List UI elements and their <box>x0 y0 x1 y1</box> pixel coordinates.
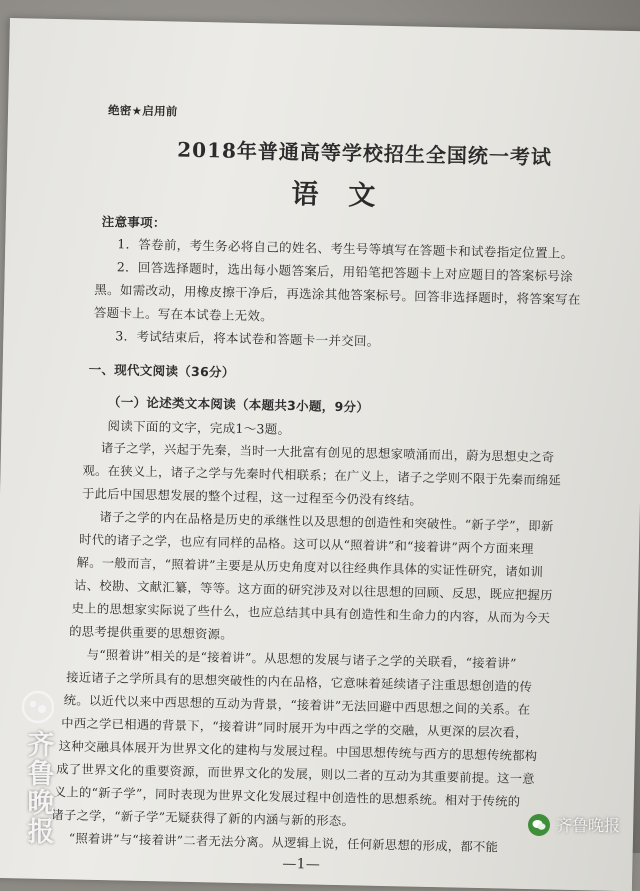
passage-line: 的思考提供重要的思想资源。 <box>69 624 234 642</box>
passage-line: 诸子之学的内在品格是历史的承继性以及思想的创造性和突破性。“新子学”，即新 <box>99 509 554 534</box>
newspaper-logo-icon <box>21 690 55 724</box>
note-line: 2．回答选择题时，选出每小题答案后，用铅笔把答题卡上对应题目的答案标号涂 <box>116 259 574 284</box>
note-line: 3．考试结束后，将本试卷和答题卡一并交回。 <box>115 328 380 349</box>
passage-line: “照着讲”与“接着讲”二者无法分离。从逻辑上说，任何新思想的形成，都不能 <box>68 831 499 855</box>
passage-line: 中西之学已相遇的背景下，“接着讲”同时展开为中西之学的交融，从更深的层次看， <box>61 716 528 740</box>
watermark-left <box>18 690 58 846</box>
passage-line: 这种交融具体展开为世界文化的建构与发展过程。中国思想传统与西方的思想传统都构 <box>58 739 538 764</box>
passage-line: 时代的诸子之学，也应有同样的品格。这可以从“照着讲”和“接着讲”两个方面来理 <box>78 532 534 557</box>
passage-line: 诸子之学，“新子学”无疑获得了新的内涵与新的形态。 <box>51 808 355 829</box>
passage-line: 观。在狭义上，诸子之学与先秦时代相联系；在广义上，诸子之学则不限于先秦而绵延 <box>82 463 562 488</box>
note-line: 黑。如需改动，用橡皮擦干净后，再选涂其他答案标号。回答非选择题时，将答案写在 <box>94 281 581 308</box>
passage-line: 于此后中国思想发展的整个过程，这一过程至今仍没有终结。 <box>81 486 423 508</box>
page-number: —1— <box>282 855 321 873</box>
subsection-heading: （一）论述类文本阅读（本题共3小题，9分） <box>107 394 370 415</box>
passage-line: 诂、校勘、文献汇纂，等等。这方面的研究涉及对以往思想的回顾、反思，既应把握历 <box>73 578 553 603</box>
passage-line: 接近诸子之学所具有的思想突破性的内在品格，它意味着延续诸子注重思想创造的传 <box>66 670 533 695</box>
passage-line: 与“照着讲”相关的是“接着讲”。从思想的发展与诸子之学的关联看，“接着讲” <box>86 647 517 671</box>
watermark-right-text: 齐鲁晚报 <box>556 816 621 835</box>
exam-paper <box>0 18 640 891</box>
passage-line: 史上的思想家实际说了些什么，也应总结其中具有创造性和生命力的内容，从而为今天 <box>71 601 551 626</box>
watermark-left-text: 齐鲁晚报 <box>22 730 54 846</box>
reading-instruction: 阅读下面的文字，完成1～3题。 <box>107 418 291 437</box>
passage-line: 成了世界文化的重要资源，而世界文化的发展，则以二者的互动为其重要前提。这一意 <box>56 762 536 787</box>
section-heading: 一、现代文阅读（36分） <box>88 361 235 380</box>
note-line: 1．答卷前，考生务必将自己的姓名、考生号等填写在答题卡和试卷指定位置上。 <box>117 236 574 261</box>
note-line: 答题卡上。写在本试卷上无效。 <box>93 304 274 324</box>
passage-line: 义上的“新子学”，同时表现为世界文化发展过程中创造性的思想系统。相对于传统的 <box>53 785 521 809</box>
passage-line: 诸子之学，兴起于先秦，当时一大批富有创见的思想家喷涌而出，蔚为思想史之奇 <box>100 441 555 465</box>
passage-line: 解。一般而言，“照着讲”主要是从历史角度对以往经典作具体的实证性研究，诸如训 <box>76 555 544 580</box>
watermark-right <box>528 813 620 836</box>
passage-line: 统。以近代以来中西思想的互动为背景，“接着讲”无法回避中西思想之间的关系。在 <box>63 693 531 718</box>
subject-title: 语文 <box>291 178 406 213</box>
exam-title: 2018年普通高等学校招生全国统一考试 <box>177 137 553 170</box>
wechat-logo-icon <box>528 814 550 836</box>
notes-heading: 注意事项： <box>101 213 166 231</box>
confidential-label: 绝密★启用前 <box>107 103 178 119</box>
